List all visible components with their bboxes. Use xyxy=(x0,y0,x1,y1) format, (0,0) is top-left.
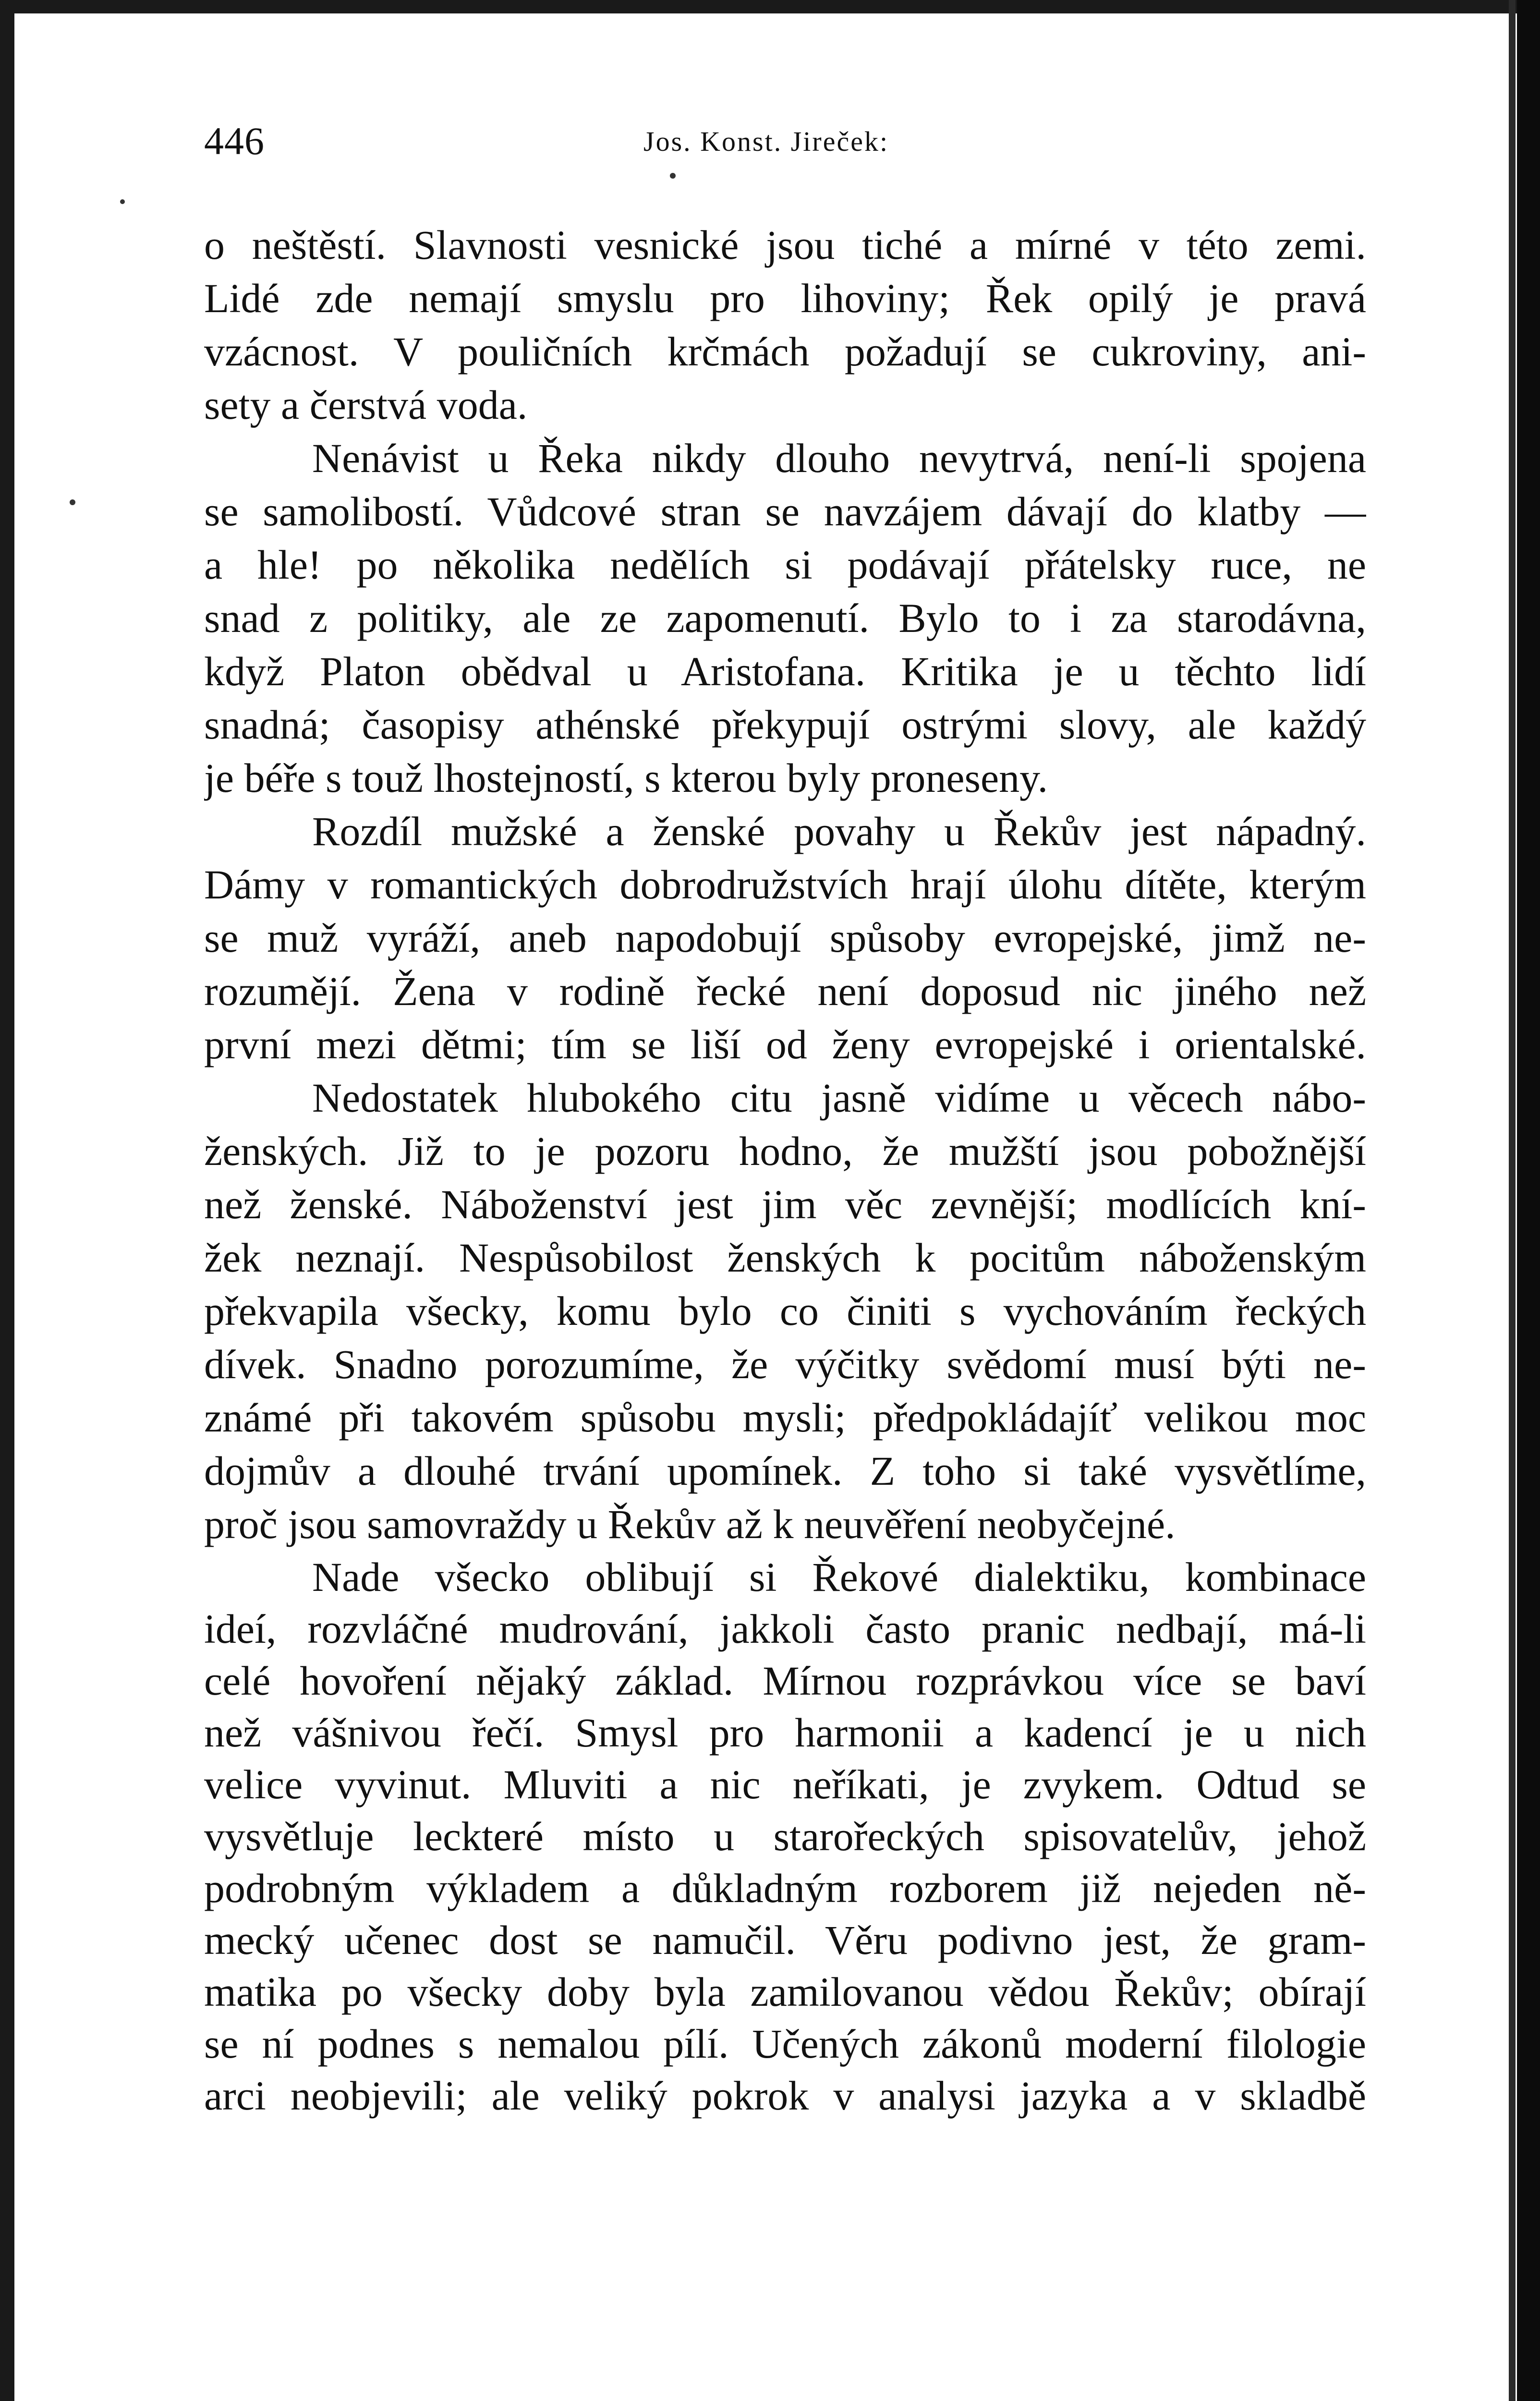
text-line: ideí, rozvláčné mudrování, jakkoli často pranic nedbají, má-li xyxy=(204,1606,1366,1652)
text-line: Nedostatek hlubokého citu jasně vidíme u věcech nábo- xyxy=(312,1075,1366,1121)
text-line: známé při takovém spůsobu mysli; předpokládajíť velikou moc xyxy=(204,1395,1366,1441)
text-line: než vášnivou řečí. Smysl pro harmonii a kadencí je u nich xyxy=(204,1710,1366,1756)
text-line: proč jsou samovraždy u Řekův až k neuvěření neobyčejné. xyxy=(204,1501,1176,1547)
scan-top-edge xyxy=(0,0,1540,13)
scan-right-edge xyxy=(1517,0,1540,2401)
text-line: podrobným výkladem a důkladným rozborem již nejeden ně- xyxy=(204,1865,1366,1911)
text-line: se muž vyráží, aneb napodobují spůsoby evropejské, jimž ne- xyxy=(204,915,1366,961)
page-number: 446 xyxy=(204,119,265,163)
text-line: a hle! po několika nedělích si podávají přátelsky ruce, ne xyxy=(204,542,1366,588)
text-line: se ní podnes s nemalou pílí. Učených zákonů moderní filologie xyxy=(204,2021,1366,2067)
running-head: Jos. Konst. Jireček: xyxy=(643,126,889,157)
text-line: dívek. Snadno porozumíme, že výčitky svědomí musí býti ne- xyxy=(204,1341,1366,1387)
text-line: překvapila všecky, komu bylo co činiti s vychováním řeckých xyxy=(204,1288,1366,1334)
text-line: než ženské. Náboženství jest jim věc zevnější; modlících kní- xyxy=(204,1181,1366,1227)
text-line: sety a čerstvá voda. xyxy=(204,382,528,428)
text-line: první mezi dětmi; tím se liší od ženy evropejské i orientalské. xyxy=(204,1021,1366,1067)
text-line: žek neznají. Nespůsobilost ženských k pocitům náboženským xyxy=(204,1235,1366,1281)
text-line: se samolibostí. Vůdcové stran se navzájem dávají do klatby — xyxy=(204,488,1366,534)
text-line: velice vyvinut. Mluviti a nic neříkati, je zvykem. Odtud se xyxy=(204,1761,1366,1807)
scan-right-shadow xyxy=(1509,0,1516,2401)
text-line: arci neobjevili; ale veliký pokrok v analysi jazyka a v skladbě xyxy=(204,2073,1366,2119)
text-line: snad z politiky, ale ze zapomenutí. Bylo to i za starodávna, xyxy=(204,595,1366,641)
body-text xyxy=(204,218,1366,2122)
text-line: dojmův a dlouhé trvání upomínek. Z toho si také vysvětlíme, xyxy=(204,1448,1366,1494)
page-header xyxy=(204,108,1366,175)
text-line: Dámy v romantických dobrodružstvích hrají úlohu dítěte, kterým xyxy=(204,861,1366,908)
text-line: Nenávist u Řeka nikdy dlouho nevytrvá, není-li spojena xyxy=(312,435,1366,481)
scan-speck xyxy=(70,499,75,505)
text-line: je béře s touž lhostejností, s kterou byly proneseny. xyxy=(204,755,1048,801)
text-line: Lidé zde nemají smyslu pro lihoviny; Řek opilý je pravá xyxy=(204,275,1366,321)
scan-speck xyxy=(120,199,125,204)
text-line: vzácnost. V pouličních krčmách požadují se cukroviny, ani- xyxy=(204,328,1366,375)
text-line: Rozdíl mužské a ženské povahy u Řekův jest nápadný. xyxy=(312,808,1366,854)
text-line: mecký učenec dost se namučil. Věru podivno jest, že gram- xyxy=(204,1917,1366,1963)
text-line: matika po všecky doby byla zamilovanou vědou Řekův; obírají xyxy=(204,1969,1366,2015)
text-line: o neštěstí. Slavnosti vesnické jsou tiché a mírné v této zemi. xyxy=(204,222,1366,268)
text-line: když Platon obědval u Aristofana. Kritika je u těchto lidí xyxy=(204,648,1366,694)
text-line: rozumějí. Žena v rodině řecké není doposud nic jiného než xyxy=(204,968,1366,1014)
text-line: celé hovoření nějaký základ. Mírnou rozprávkou více se baví xyxy=(204,1658,1366,1704)
text-line: ženských. Již to je pozoru hodno, že mužští jsou pobožnější xyxy=(204,1128,1366,1174)
text-line: vysvětluje leckteré místo u starořeckých spisovatelův, jehož xyxy=(204,1813,1366,1859)
text-line: Nade všecko oblibují si Řekové dialektiku, kombinace xyxy=(312,1554,1366,1600)
scan-left-edge xyxy=(0,0,14,2401)
text-line: snadná; časopisy athénské překypují ostrými slovy, ale každý xyxy=(204,702,1366,748)
